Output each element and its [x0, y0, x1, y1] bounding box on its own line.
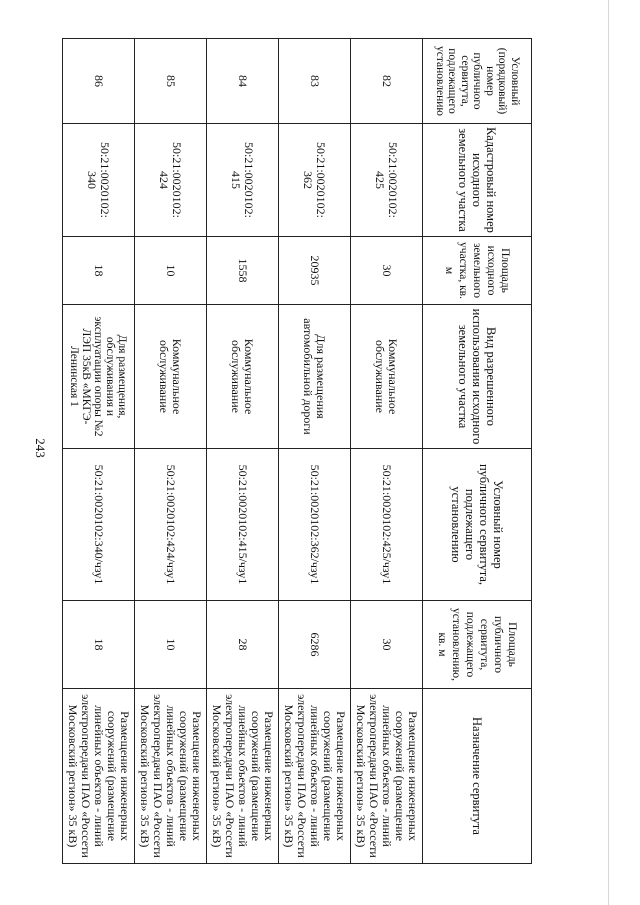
header-cell — [423, 124, 532, 237]
row-number: 86 — [63, 39, 135, 124]
row-number: 83 — [279, 39, 351, 124]
servitude-purpose: Размещение инженерных сооружений (размещение линейных объектов - линий электропередачи ПАО «Россети Московский регион» 35 кВ) — [63, 689, 135, 864]
servitude-purpose: Размещение инженерных сооружений (размещение линейных объектов - линий электропередачи ПАО «Россети Московский регион» 35 кВ) — [135, 689, 207, 864]
permitted-use: Для размещения, обслуживания и эксплуатации опоры №2 ЛЭП 35кВ «МКГЭ-Ленинская 1 — [63, 305, 135, 449]
permitted-use: Коммунальное обслуживание — [207, 305, 279, 449]
cadastral-number: 50:21:0020102: 425 — [351, 124, 423, 237]
cadastral-number: 50:21:0020102: 362 — [279, 124, 351, 237]
row-number: 84 — [207, 39, 279, 124]
row-number: 82 — [351, 39, 423, 124]
servitude-area: 28 — [207, 601, 279, 689]
header-label: Условный номер публичного сервитута, подлежащего установлению — [449, 463, 505, 586]
servitude-area: 18 — [63, 601, 135, 689]
header-label: Площадь публичного сервитута, подлежащего установлению, кв. м — [436, 608, 518, 681]
servitude-purpose: Размещение инженерных сооружений (размещение линейных объектов - линий электропередачи ПАО «Россети Московский регион» 35 кВ) — [207, 689, 279, 864]
rotated-table-wrapper — [62, 38, 532, 863]
permitted-use: Коммунальное обслуживание — [135, 305, 207, 449]
table-row — [63, 39, 135, 864]
servitude-table — [62, 38, 532, 864]
header-cell — [423, 449, 532, 601]
parcel-area: 10 — [135, 237, 207, 305]
table-header-row — [423, 39, 532, 864]
header-label: Условный (порядковый) номер публичного сервитута, подлежащего установлению — [433, 45, 521, 117]
header-cell — [423, 689, 532, 864]
servitude-number: 50:21:0020102:415/чзу1 — [207, 449, 279, 601]
servitude-area: 10 — [135, 601, 207, 689]
servitude-purpose: Размещение инженерных сооружений (размещение линейных объектов - линий электропередачи ПАО «Россети Московский регион» 35 кВ) — [351, 689, 423, 864]
parcel-area: 18 — [63, 237, 135, 305]
cadastral-number: 50:21:0020102: 424 — [135, 124, 207, 237]
parcel-area: 20935 — [279, 237, 351, 305]
servitude-number: 50:21:0020102:362/чзу1 — [279, 449, 351, 601]
table-row — [207, 39, 279, 864]
servitude-number: 50:21:0020102:424/чзу1 — [135, 449, 207, 601]
servitude-number: 50:21:0020102:340/чзу1 — [63, 449, 135, 601]
header-label: Назначение сервитута — [470, 717, 484, 835]
table-row — [135, 39, 207, 864]
servitude-area: 6286 — [279, 601, 351, 689]
header-cell — [423, 39, 532, 124]
scan-edge-line — [608, 0, 609, 905]
permitted-use: Коммунальное обслуживание — [351, 305, 423, 449]
servitude-area: 30 — [351, 601, 423, 689]
permitted-use: Для размещения автомобильной дороги — [279, 305, 351, 449]
row-number: 85 — [135, 39, 207, 124]
header-label: Вид разрешенного использования исходного земельного участка — [456, 308, 498, 445]
page-number: 243 — [32, 438, 48, 458]
header-label: Площадь исходного земельного участка, кв. м — [443, 242, 511, 299]
table-row — [279, 39, 351, 864]
header-cell — [423, 601, 532, 689]
parcel-area: 1558 — [207, 237, 279, 305]
header-cell — [423, 305, 532, 449]
header-label: Кадастровый номер исходного земельного участка — [456, 127, 498, 233]
servitude-number: 50:21:0020102:425/чзу1 — [351, 449, 423, 601]
parcel-area: 30 — [351, 237, 423, 305]
servitude-purpose: Размещение инженерных сооружений (размещение линейных объектов - линий электропередачи ПАО «Россети Московский регион» 35 кВ) — [279, 689, 351, 864]
table-row — [351, 39, 423, 864]
cadastral-number: 50:21:0020102: 340 — [63, 124, 135, 237]
cadastral-number: 50:21:0020102: 415 — [207, 124, 279, 237]
header-cell — [423, 237, 532, 305]
